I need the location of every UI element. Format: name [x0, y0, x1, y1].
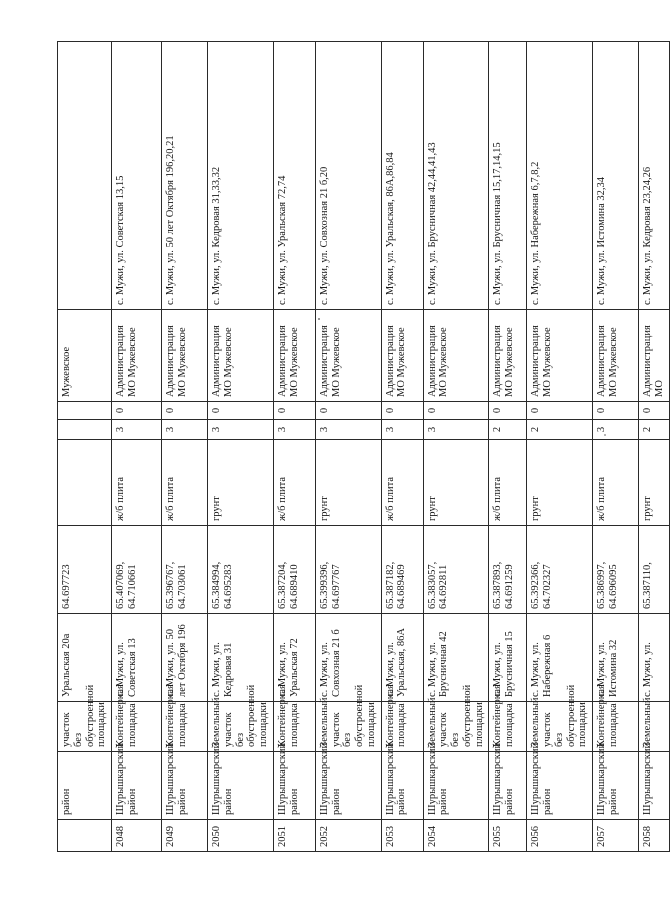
cell-surface: ж/б плита	[593, 440, 639, 526]
cell-volume: 0	[208, 402, 274, 420]
cell-district: Шурышкарский район	[423, 752, 489, 820]
table-row-continued-header	[58, 42, 112, 852]
cell-volume	[58, 402, 112, 420]
cell-address: с. Мужи, ул.	[639, 614, 670, 702]
container-sites-table	[57, 41, 670, 852]
cell-owner: Администрация МО Мужевское	[423, 310, 489, 402]
cell-address: с. Мужи, ул. Брусничная 15	[489, 614, 527, 702]
cell-coordinates: 65.387182, 64.689469	[381, 526, 423, 614]
cell-container-count: 2	[639, 420, 670, 440]
cell-volume: 0	[593, 402, 639, 420]
cell-coordinates: 65.407069, 64.710661	[112, 526, 162, 614]
cell-surface: грунт	[208, 440, 274, 526]
cell-container-count: 3	[273, 420, 315, 440]
cell-surface: грунт	[315, 440, 381, 526]
cell-volume: 0	[639, 402, 670, 420]
rotated-table-wrapper	[57, 42, 665, 852]
cell-container-count: 3	[112, 420, 162, 440]
cell-owner: Администрация МО Мужевское	[208, 310, 274, 402]
cell-surface: ж/б плита	[273, 440, 315, 526]
cell-coordinates: 65.386997, 64.696095	[593, 526, 639, 614]
cell-site-type: Контейнерная площадка	[489, 702, 527, 752]
cell-waste-sources: с. Мужи, ул. Уральская 72,74	[273, 42, 315, 310]
cell-volume: 0	[112, 402, 162, 420]
cell-num: 2049	[162, 820, 208, 852]
cell-district: Шурышкарский район	[162, 752, 208, 820]
cell-waste-sources	[58, 42, 112, 310]
table-row	[162, 42, 208, 852]
cell-coordinates: 65.387893, 64.691259	[489, 526, 527, 614]
cell-site-type: Земельный участок без обустроенной площадки	[527, 702, 593, 752]
cell-coordinates: 65.387110,	[639, 526, 670, 614]
table-row	[112, 42, 162, 852]
cell-container-count: 3	[315, 420, 381, 440]
cell-owner: Администрация МО Мужевское	[527, 310, 593, 402]
cell-address: с. Мужи, ул. Кедровая 31	[208, 614, 274, 702]
table-row	[527, 42, 593, 852]
cell-owner: Администрация МО Мужевское	[593, 310, 639, 402]
cell-waste-sources: с. Мужи, ул. Набережная 6,7,8,2	[527, 42, 593, 310]
cell-surface: грунт	[527, 440, 593, 526]
cell-address: с. Мужи, ул. Истомина 32	[593, 614, 639, 702]
table-row	[315, 42, 381, 852]
cell-district: Шурышкарский район	[489, 752, 527, 820]
cell-surface: ж/б плита	[381, 440, 423, 526]
cell-num: 2052	[315, 820, 381, 852]
cell-address: с. Мужи, ул. Уральская 72	[273, 614, 315, 702]
cell-num: 2054	[423, 820, 489, 852]
cell-district: Шурышкарский район	[315, 752, 381, 820]
cell-owner: Администрация МО Мужевское	[112, 310, 162, 402]
table-row	[593, 42, 639, 852]
cell-site-type: Контейнерная площадка	[593, 702, 639, 752]
cell-coordinates: 65.399396, 64.697767	[315, 526, 381, 614]
cell-owner: Администрация МО	[639, 310, 670, 402]
cell-district: Шурышкарский район	[273, 752, 315, 820]
table-row	[381, 42, 423, 852]
cell-volume: 0	[527, 402, 593, 420]
cell-container-count: 3	[208, 420, 274, 440]
cell-container-count: 3	[381, 420, 423, 440]
cell-owner: Администрация МО Мужевское	[489, 310, 527, 402]
cell-waste-sources: с. Мужи, ул. Брусничная 15,17,14,15	[489, 42, 527, 310]
cell-num: 2057	[593, 820, 639, 852]
cell-coordinates: 65.383057, 64.692811	[423, 526, 489, 614]
cell-waste-sources: с. Мужи, ул. Брусничная 42,44,41,43	[423, 42, 489, 310]
cell-volume: 0	[489, 402, 527, 420]
cell-district: Шурышкарский район	[593, 752, 639, 820]
cell-owner: Мужевское	[58, 310, 112, 402]
cell-waste-sources: с. Мужи, ул. Истомина 32,34	[593, 42, 639, 310]
cell-volume: 0	[315, 402, 381, 420]
cell-surface: ж/б плита	[112, 440, 162, 526]
cell-address: Уральская 20а	[58, 614, 112, 702]
cell-container-count: 2	[489, 420, 527, 440]
cell-waste-sources: с. Мужи, ул. 50 лет Октября 196,20,21	[162, 42, 208, 310]
cell-surface: грунт	[639, 440, 670, 526]
table-row	[423, 42, 489, 852]
cell-container-count: 3	[593, 420, 639, 440]
cell-num: 2048	[112, 820, 162, 852]
cell-address: с. Мужи, ул. Набережная 6	[527, 614, 593, 702]
cell-volume: 0	[162, 402, 208, 420]
table-row	[639, 42, 670, 852]
cell-site-type: Контейнерная площадка	[112, 702, 162, 752]
cell-address: с. Мужи, ул. Брусничная 42	[423, 614, 489, 702]
table-row	[208, 42, 274, 852]
cell-num: 2053	[381, 820, 423, 852]
cell-district: Шурышкарский район	[208, 752, 274, 820]
cell-district: Шурышкарский район	[527, 752, 593, 820]
cell-waste-sources: с. Мужи, ул. Советская 13,15	[112, 42, 162, 310]
cell-container-count	[58, 420, 112, 440]
cell-site-type: участок без обустроенной площадки	[58, 702, 112, 752]
cell-num: 2051	[273, 820, 315, 852]
cell-container-count: 3	[162, 420, 208, 440]
cell-site-type: Земельный участок без обустроенной площадки	[208, 702, 274, 752]
cell-surface: ж/б плита	[489, 440, 527, 526]
cell-coordinates: 64.697723	[58, 526, 112, 614]
cell-address: с. Мужи, ул. Совхозная 21 б	[315, 614, 381, 702]
cell-district: Шурышкарский	[639, 752, 670, 820]
table-row	[489, 42, 527, 852]
cell-num	[58, 820, 112, 852]
cell-waste-sources: с. Мужи, ул. Кедровая 23,24,26	[639, 42, 670, 310]
cell-container-count: 2	[527, 420, 593, 440]
cell-site-type: Контейнерная площадка	[273, 702, 315, 752]
cell-site-type: Контейнерная площадка	[162, 702, 208, 752]
cell-num: 2050	[208, 820, 274, 852]
cell-coordinates: 65.387204, 64.689410	[273, 526, 315, 614]
cell-container-count: 3	[423, 420, 489, 440]
cell-site-type: Земельный участок без обустроенной площадки	[423, 702, 489, 752]
cell-num: 2056	[527, 820, 593, 852]
cell-surface: грунт	[423, 440, 489, 526]
cell-num: 2055	[489, 820, 527, 852]
cell-address: с. Мужи, ул. 50 лет Октября 196	[162, 614, 208, 702]
cell-volume: 0	[273, 402, 315, 420]
cell-district: район	[58, 752, 112, 820]
cell-site-type: Земельный участок без обустроенной площадки	[315, 702, 381, 752]
table-body	[58, 42, 670, 852]
cell-waste-sources: с. Мужи, ул. Совхозная 21 б,20	[315, 42, 381, 310]
cell-surface: ж/б плита	[162, 440, 208, 526]
cell-site-type: Контейнерная площадка	[381, 702, 423, 752]
cell-coordinates: 65.396767, 64.703061	[162, 526, 208, 614]
cell-address: с. Мужи, ул. Советская 13	[112, 614, 162, 702]
cell-owner: Администрация МО Мужевское	[162, 310, 208, 402]
cell-coordinates: 65.392366, 64.702327	[527, 526, 593, 614]
cell-district: Шурышкарский район	[381, 752, 423, 820]
cell-volume: 0	[381, 402, 423, 420]
cell-owner: Администрация МО Мужевское	[381, 310, 423, 402]
table-row	[273, 42, 315, 852]
cell-surface	[58, 440, 112, 526]
cell-coordinates: 65.384994, 64.695283	[208, 526, 274, 614]
cell-num: 2058	[639, 820, 670, 852]
cell-waste-sources: с. Мужи, ул. Уральская, 86А,86,84	[381, 42, 423, 310]
cell-volume: 0	[423, 402, 489, 420]
cell-waste-sources: с. Мужи, ул. Кедровая 31,33,32	[208, 42, 274, 310]
cell-owner: Администрация МО Мужевское	[315, 310, 381, 402]
cell-owner: Администрация МО Мужевское	[273, 310, 315, 402]
cell-site-type: Земельный	[639, 702, 670, 752]
cell-address: с. Мужи, ул. Уральская, 86А	[381, 614, 423, 702]
cell-district: Шурышкарский район	[112, 752, 162, 820]
